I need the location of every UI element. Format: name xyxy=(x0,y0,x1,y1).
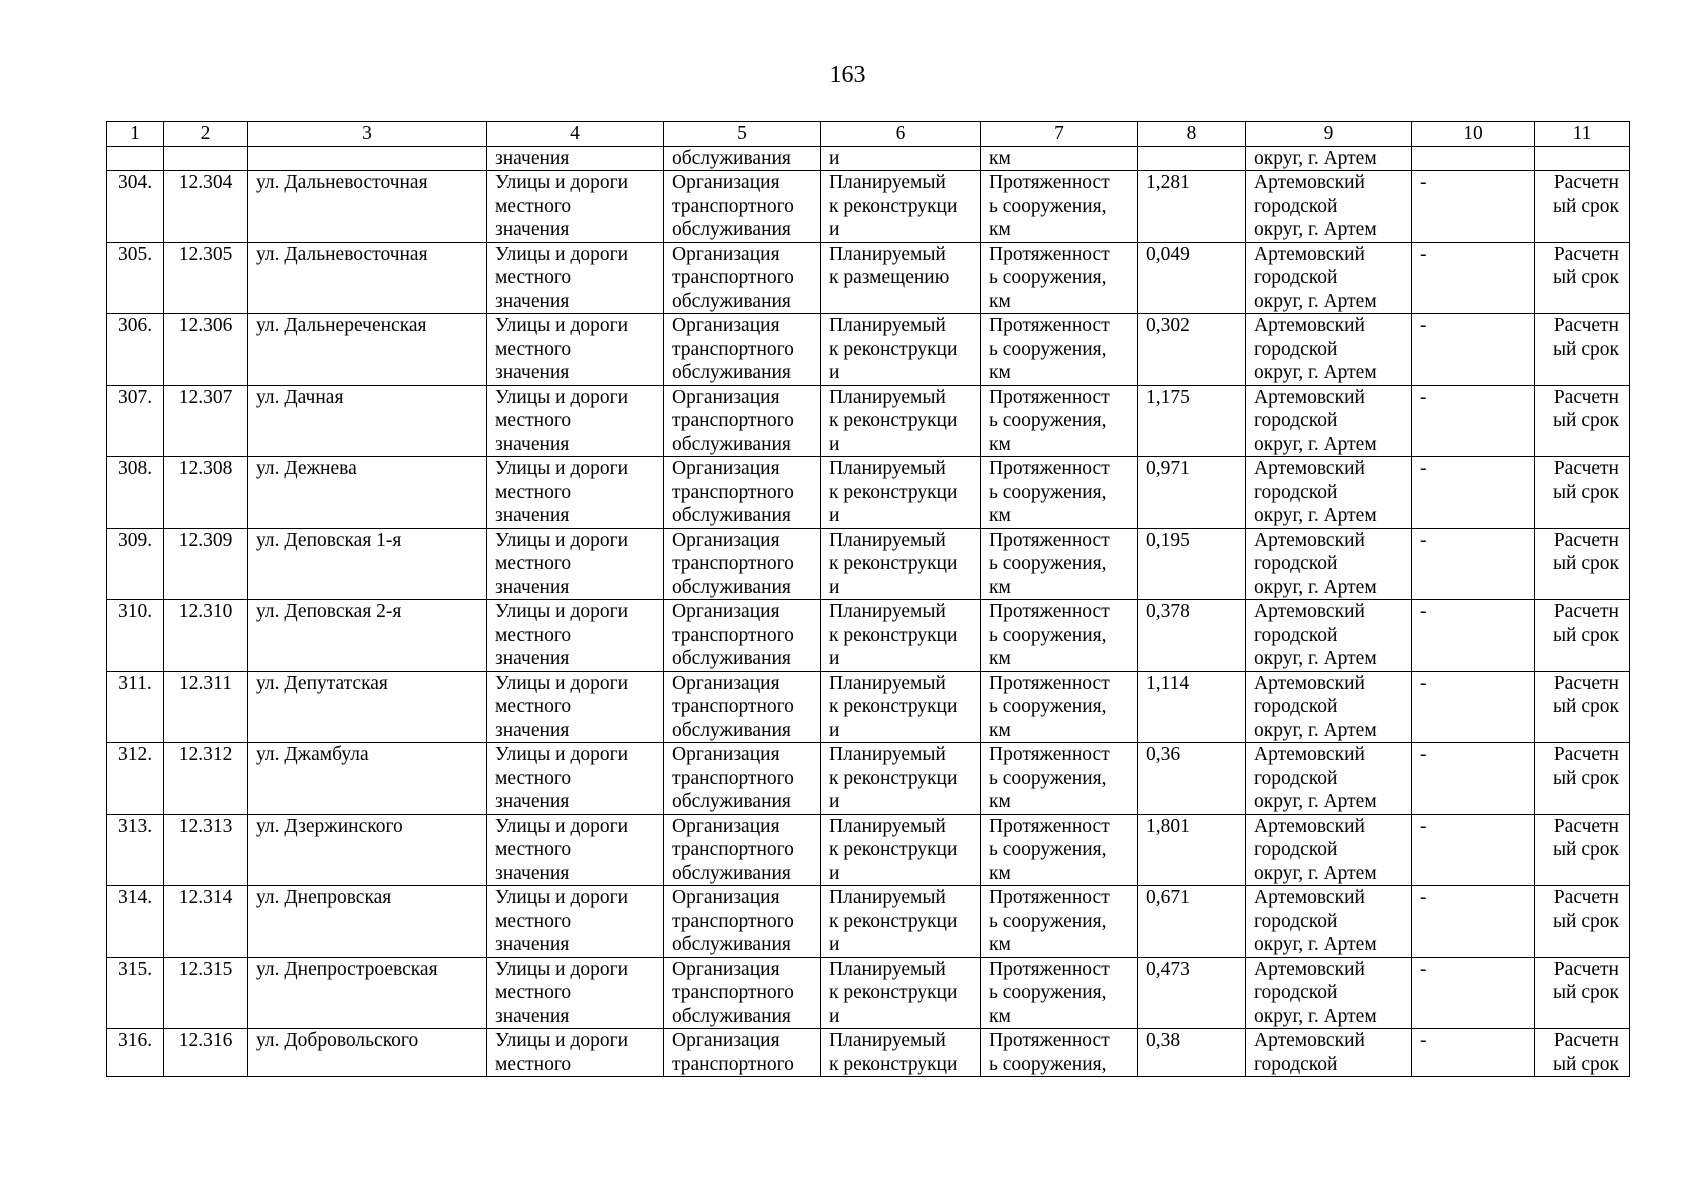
table-row xyxy=(107,242,1630,314)
row-number-cell: 307. xyxy=(107,385,164,457)
object-status-cell: Планируемый к размещению xyxy=(821,242,981,314)
term-cell: Расчетн ый срок xyxy=(1535,528,1630,600)
characteristic-cell: Протяженност ь сооружения, xyxy=(981,1029,1138,1077)
value-cell: 0,971 xyxy=(1138,457,1246,529)
term-cell: Расчетн ый срок xyxy=(1535,600,1630,672)
row-number-cell: 312. xyxy=(107,743,164,815)
object-name-cell: ул. Деповская 1-я xyxy=(248,528,487,600)
object-status-cell: Планируемый к реконструкци и xyxy=(821,814,981,886)
object-type-cell: Улицы и дороги местного значения xyxy=(487,242,664,314)
object-purpose-cell: Организация транспортного обслуживания xyxy=(664,671,821,743)
object-name-cell: ул. Днепровская xyxy=(248,886,487,958)
location-cell: Артемовский городской округ, г. Артем xyxy=(1246,242,1412,314)
object-status-cell: Планируемый к реконструкци и xyxy=(821,314,981,386)
location-cell: Артемовский городской округ, г. Артем xyxy=(1246,957,1412,1029)
object-type-cell: Улицы и дороги местного значения xyxy=(487,385,664,457)
object-type-cell: Улицы и дороги местного значения xyxy=(487,314,664,386)
continuation-cell xyxy=(1535,146,1630,171)
term-cell: Расчетн ый срок xyxy=(1535,886,1630,958)
object-type-cell: Улицы и дороги местного значения xyxy=(487,743,664,815)
table-row xyxy=(107,1029,1630,1077)
zone-cell: - xyxy=(1412,600,1535,672)
value-cell: 0,195 xyxy=(1138,528,1246,600)
object-type-cell: Улицы и дороги местного значения xyxy=(487,886,664,958)
location-cell: Артемовский городской округ, г. Артем xyxy=(1246,385,1412,457)
object-status-cell: Планируемый к реконструкци и xyxy=(821,886,981,958)
object-status-cell: Планируемый к реконструкци xyxy=(821,1029,981,1077)
zone-cell: - xyxy=(1412,242,1535,314)
object-status-cell: Планируемый к реконструкци и xyxy=(821,957,981,1029)
zone-cell: - xyxy=(1412,457,1535,529)
term-cell: Расчетн ый срок xyxy=(1535,671,1630,743)
object-status-cell: Планируемый к реконструкци и xyxy=(821,671,981,743)
object-name-cell: ул. Дзержинского xyxy=(248,814,487,886)
object-status-cell: Планируемый к реконструкци и xyxy=(821,385,981,457)
characteristic-cell: Протяженност ь сооружения, км xyxy=(981,886,1138,958)
continuation-cell: и xyxy=(821,146,981,171)
continuation-cell xyxy=(1138,146,1246,171)
object-status-cell: Планируемый к реконструкци и xyxy=(821,528,981,600)
object-code-cell: 12.305 xyxy=(164,242,248,314)
column-number-cell: 2 xyxy=(164,122,248,147)
continuation-cell: значения xyxy=(487,146,664,171)
object-status-cell: Планируемый к реконструкци и xyxy=(821,600,981,672)
column-number-cell: 8 xyxy=(1138,122,1246,147)
characteristic-cell: Протяженност ь сооружения, км xyxy=(981,242,1138,314)
continuation-row xyxy=(107,146,1630,171)
row-number-cell: 304. xyxy=(107,171,164,243)
location-cell: Артемовский городской округ, г. Артем xyxy=(1246,743,1412,815)
object-code-cell: 12.306 xyxy=(164,314,248,386)
term-cell: Расчетн ый срок xyxy=(1535,1029,1630,1077)
row-number-cell: 306. xyxy=(107,314,164,386)
characteristic-cell: Протяженност ь сооружения, км xyxy=(981,457,1138,529)
characteristic-cell: Протяженност ь сооружения, км xyxy=(981,528,1138,600)
value-cell: 0,473 xyxy=(1138,957,1246,1029)
characteristic-cell: Протяженност ь сооружения, км xyxy=(981,814,1138,886)
table-header-row xyxy=(107,122,1630,147)
column-number-cell: 10 xyxy=(1412,122,1535,147)
object-code-cell: 12.304 xyxy=(164,171,248,243)
term-cell: Расчетн ый срок xyxy=(1535,743,1630,815)
row-number-cell: 315. xyxy=(107,957,164,1029)
object-type-cell: Улицы и дороги местного значения xyxy=(487,671,664,743)
row-number-cell: 308. xyxy=(107,457,164,529)
object-name-cell: ул. Дальневосточная xyxy=(248,171,487,243)
value-cell: 1,114 xyxy=(1138,671,1246,743)
column-number-cell: 11 xyxy=(1535,122,1630,147)
zone-cell: - xyxy=(1412,171,1535,243)
object-name-cell: ул. Деповская 2-я xyxy=(248,600,487,672)
location-cell: Артемовский городской округ, г. Артем xyxy=(1246,814,1412,886)
object-purpose-cell: Организация транспортного обслуживания xyxy=(664,743,821,815)
term-cell: Расчетн ый срок xyxy=(1535,385,1630,457)
row-number-cell: 310. xyxy=(107,600,164,672)
characteristic-cell: Протяженност ь сооружения, км xyxy=(981,385,1138,457)
object-name-cell: ул. Дежнева xyxy=(248,457,487,529)
column-number-cell: 9 xyxy=(1246,122,1412,147)
zone-cell: - xyxy=(1412,314,1535,386)
location-cell: Артемовский городской округ, г. Артем xyxy=(1246,886,1412,958)
object-status-cell: Планируемый к реконструкци и xyxy=(821,171,981,243)
object-type-cell: Улицы и дороги местного значения xyxy=(487,171,664,243)
object-status-cell: Планируемый к реконструкци и xyxy=(821,743,981,815)
term-cell: Расчетн ый срок xyxy=(1535,171,1630,243)
continuation-cell xyxy=(164,146,248,171)
location-cell: Артемовский городской округ, г. Артем xyxy=(1246,171,1412,243)
table-row xyxy=(107,528,1630,600)
zone-cell: - xyxy=(1412,957,1535,1029)
continuation-cell: округ, г. Артем xyxy=(1246,146,1412,171)
continuation-cell: обслуживания xyxy=(664,146,821,171)
zone-cell: - xyxy=(1412,886,1535,958)
row-number-cell: 311. xyxy=(107,671,164,743)
value-cell: 1,281 xyxy=(1138,171,1246,243)
zone-cell: - xyxy=(1412,814,1535,886)
location-cell: Артемовский городской округ, г. Артем xyxy=(1246,314,1412,386)
object-code-cell: 12.308 xyxy=(164,457,248,529)
row-number-cell: 305. xyxy=(107,242,164,314)
continuation-cell xyxy=(1412,146,1535,171)
term-cell: Расчетн ый срок xyxy=(1535,457,1630,529)
table-row xyxy=(107,671,1630,743)
object-purpose-cell: Организация транспортного обслуживания xyxy=(664,600,821,672)
term-cell: Расчетн ый срок xyxy=(1535,314,1630,386)
data-table xyxy=(106,121,1630,1077)
object-purpose-cell: Организация транспортного обслуживания xyxy=(664,886,821,958)
object-name-cell: ул. Депутатская xyxy=(248,671,487,743)
table-row xyxy=(107,743,1630,815)
object-purpose-cell: Организация транспортного обслуживания xyxy=(664,171,821,243)
value-cell: 0,378 xyxy=(1138,600,1246,672)
column-number-cell: 4 xyxy=(487,122,664,147)
characteristic-cell: Протяженност ь сооружения, км xyxy=(981,743,1138,815)
row-number-cell: 313. xyxy=(107,814,164,886)
continuation-cell: км xyxy=(981,146,1138,171)
object-purpose-cell: Организация транспортного обслуживания xyxy=(664,385,821,457)
characteristic-cell: Протяженност ь сооружения, км xyxy=(981,600,1138,672)
row-number-cell: 309. xyxy=(107,528,164,600)
table-row xyxy=(107,171,1630,243)
table-row xyxy=(107,814,1630,886)
location-cell: Артемовский городской xyxy=(1246,1029,1412,1077)
value-cell: 1,175 xyxy=(1138,385,1246,457)
continuation-cell xyxy=(107,146,164,171)
object-name-cell: ул. Днепростроевская xyxy=(248,957,487,1029)
object-code-cell: 12.310 xyxy=(164,600,248,672)
zone-cell: - xyxy=(1412,1029,1535,1077)
table-row xyxy=(107,957,1630,1029)
column-number-cell: 6 xyxy=(821,122,981,147)
object-purpose-cell: Организация транспортного xyxy=(664,1029,821,1077)
object-type-cell: Улицы и дороги местного значения xyxy=(487,600,664,672)
value-cell: 0,36 xyxy=(1138,743,1246,815)
value-cell: 1,801 xyxy=(1138,814,1246,886)
object-type-cell: Улицы и дороги местного значения xyxy=(487,528,664,600)
page-number: 163 xyxy=(829,62,866,88)
object-purpose-cell: Организация транспортного обслуживания xyxy=(664,314,821,386)
object-code-cell: 12.315 xyxy=(164,957,248,1029)
value-cell: 0,38 xyxy=(1138,1029,1246,1077)
object-purpose-cell: Организация транспортного обслуживания xyxy=(664,457,821,529)
value-cell: 0,302 xyxy=(1138,314,1246,386)
table-row xyxy=(107,600,1630,672)
term-cell: Расчетн ый срок xyxy=(1535,957,1630,1029)
zone-cell: - xyxy=(1412,671,1535,743)
column-number-cell: 7 xyxy=(981,122,1138,147)
term-cell: Расчетн ый срок xyxy=(1535,242,1630,314)
characteristic-cell: Протяженност ь сооружения, км xyxy=(981,171,1138,243)
object-name-cell: ул. Дачная xyxy=(248,385,487,457)
object-name-cell: ул. Дальнереченская xyxy=(248,314,487,386)
object-code-cell: 12.314 xyxy=(164,886,248,958)
object-purpose-cell: Организация транспортного обслуживания xyxy=(664,242,821,314)
object-code-cell: 12.313 xyxy=(164,814,248,886)
row-number-cell: 316. xyxy=(107,1029,164,1077)
column-number-cell: 3 xyxy=(248,122,487,147)
object-purpose-cell: Организация транспортного обслуживания xyxy=(664,814,821,886)
value-cell: 0,671 xyxy=(1138,886,1246,958)
object-code-cell: 12.309 xyxy=(164,528,248,600)
table-row xyxy=(107,886,1630,958)
characteristic-cell: Протяженност ь сооружения, км xyxy=(981,957,1138,1029)
object-type-cell: Улицы и дороги местного xyxy=(487,1029,664,1077)
object-code-cell: 12.316 xyxy=(164,1029,248,1077)
object-type-cell: Улицы и дороги местного значения xyxy=(487,957,664,1029)
location-cell: Артемовский городской округ, г. Артем xyxy=(1246,528,1412,600)
object-name-cell: ул. Добровольского xyxy=(248,1029,487,1077)
table-row xyxy=(107,314,1630,386)
row-number-cell: 314. xyxy=(107,886,164,958)
location-cell: Артемовский городской округ, г. Артем xyxy=(1246,671,1412,743)
location-cell: Артемовский городской округ, г. Артем xyxy=(1246,600,1412,672)
continuation-cell xyxy=(248,146,487,171)
value-cell: 0,049 xyxy=(1138,242,1246,314)
object-purpose-cell: Организация транспортного обслуживания xyxy=(664,957,821,1029)
object-name-cell: ул. Джамбула xyxy=(248,743,487,815)
term-cell: Расчетн ый срок xyxy=(1535,814,1630,886)
table-row xyxy=(107,385,1630,457)
zone-cell: - xyxy=(1412,743,1535,815)
object-type-cell: Улицы и дороги местного значения xyxy=(487,814,664,886)
zone-cell: - xyxy=(1412,385,1535,457)
object-type-cell: Улицы и дороги местного значения xyxy=(487,457,664,529)
table-row xyxy=(107,457,1630,529)
column-number-cell: 5 xyxy=(664,122,821,147)
characteristic-cell: Протяженност ь сооружения, км xyxy=(981,671,1138,743)
object-code-cell: 12.311 xyxy=(164,671,248,743)
object-code-cell: 12.312 xyxy=(164,743,248,815)
zone-cell: - xyxy=(1412,528,1535,600)
object-purpose-cell: Организация транспортного обслуживания xyxy=(664,528,821,600)
object-code-cell: 12.307 xyxy=(164,385,248,457)
object-status-cell: Планируемый к реконструкци и xyxy=(821,457,981,529)
location-cell: Артемовский городской округ, г. Артем xyxy=(1246,457,1412,529)
characteristic-cell: Протяженност ь сооружения, км xyxy=(981,314,1138,386)
column-number-cell: 1 xyxy=(107,122,164,147)
object-name-cell: ул. Дальневосточная xyxy=(248,242,487,314)
table-body xyxy=(107,122,1630,1077)
